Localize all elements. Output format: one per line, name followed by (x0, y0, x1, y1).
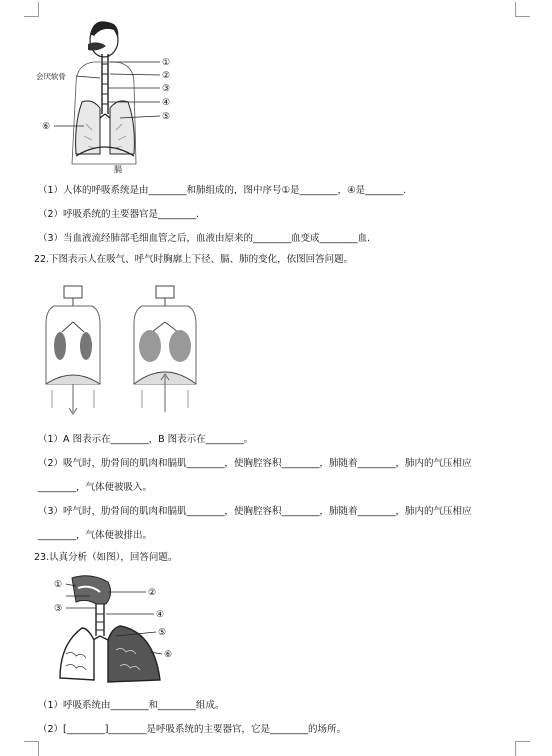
corner-mark-bottom-right (515, 741, 530, 756)
fig1-diaphragm-label: 膈 (114, 165, 122, 174)
corner-mark-bottom-left (24, 741, 39, 756)
q22-line-2a: （2）吸气时，肋骨间的肌肉和膈肌________，使胸腔容积________，肺随着________，肺内的气压相应 (38, 458, 472, 469)
fig1-label-6: ⑥ (42, 122, 51, 132)
fig1-label-3: ③ (162, 84, 171, 94)
q22-line-3a: （3）呼气时，肋骨间的肌肉和膈肌________，使胸腔容积________，肺随着________，肺内的气压相应 (38, 506, 472, 517)
bell-jar-models-figure (38, 280, 208, 418)
fig3-label-2: ② (148, 588, 157, 598)
q21-line-2: （2）呼吸系统的主要器官是________. (38, 209, 200, 220)
bell-jar-model-a (46, 286, 100, 414)
fig1-epiglottis-label: 会厌软骨 (36, 72, 66, 81)
bell-jar-model-b (134, 286, 196, 412)
fig1-label-1: ① (162, 58, 171, 68)
q23-line-1: （1）呼吸系统由________和________组成。 (38, 700, 225, 711)
respiratory-system-figure-1 (36, 14, 188, 174)
q22-line-1: （1）A 图表示在________，B 图表示在________。 (38, 434, 254, 445)
fig3-label-4: ④ (156, 610, 165, 620)
fig3-label-6: ⑥ (164, 650, 173, 660)
q23-title: 23.认真分析（如图），回答问题。 (34, 552, 178, 563)
fig3-label-1: ① (54, 580, 63, 590)
fig3-label-3: ③ (54, 604, 63, 614)
q22-line-3b: ________，气体便被排出。 (38, 530, 153, 541)
fig1-label-5: ⑤ (162, 112, 171, 122)
fig3-label-5: ⑤ (158, 628, 167, 638)
corner-mark-top-right (515, 2, 530, 17)
q23-line-2: （2）[________]________是呼吸系统的主要器官，它是________的场所。 (38, 724, 346, 735)
fig1-label-2: ② (162, 71, 171, 81)
q21-line-3: （3）当血液流经肺部毛细血管之后，血液由原来的________血变成________血. (38, 233, 371, 244)
q22-line-2b: ________，气体便被吸入。 (38, 482, 153, 493)
fig1-label-4: ④ (162, 98, 171, 108)
respiratory-system-figure-3 (50, 574, 180, 690)
q21-line-1: （1）人体的呼吸系统是由________和肺组成的，图中序号①是________，④是________. (38, 185, 407, 196)
q22-title: 22.下图表示人在吸气、呼气时胸廓上下径、膈、肺的变化，依图回答问题。 (34, 254, 354, 265)
